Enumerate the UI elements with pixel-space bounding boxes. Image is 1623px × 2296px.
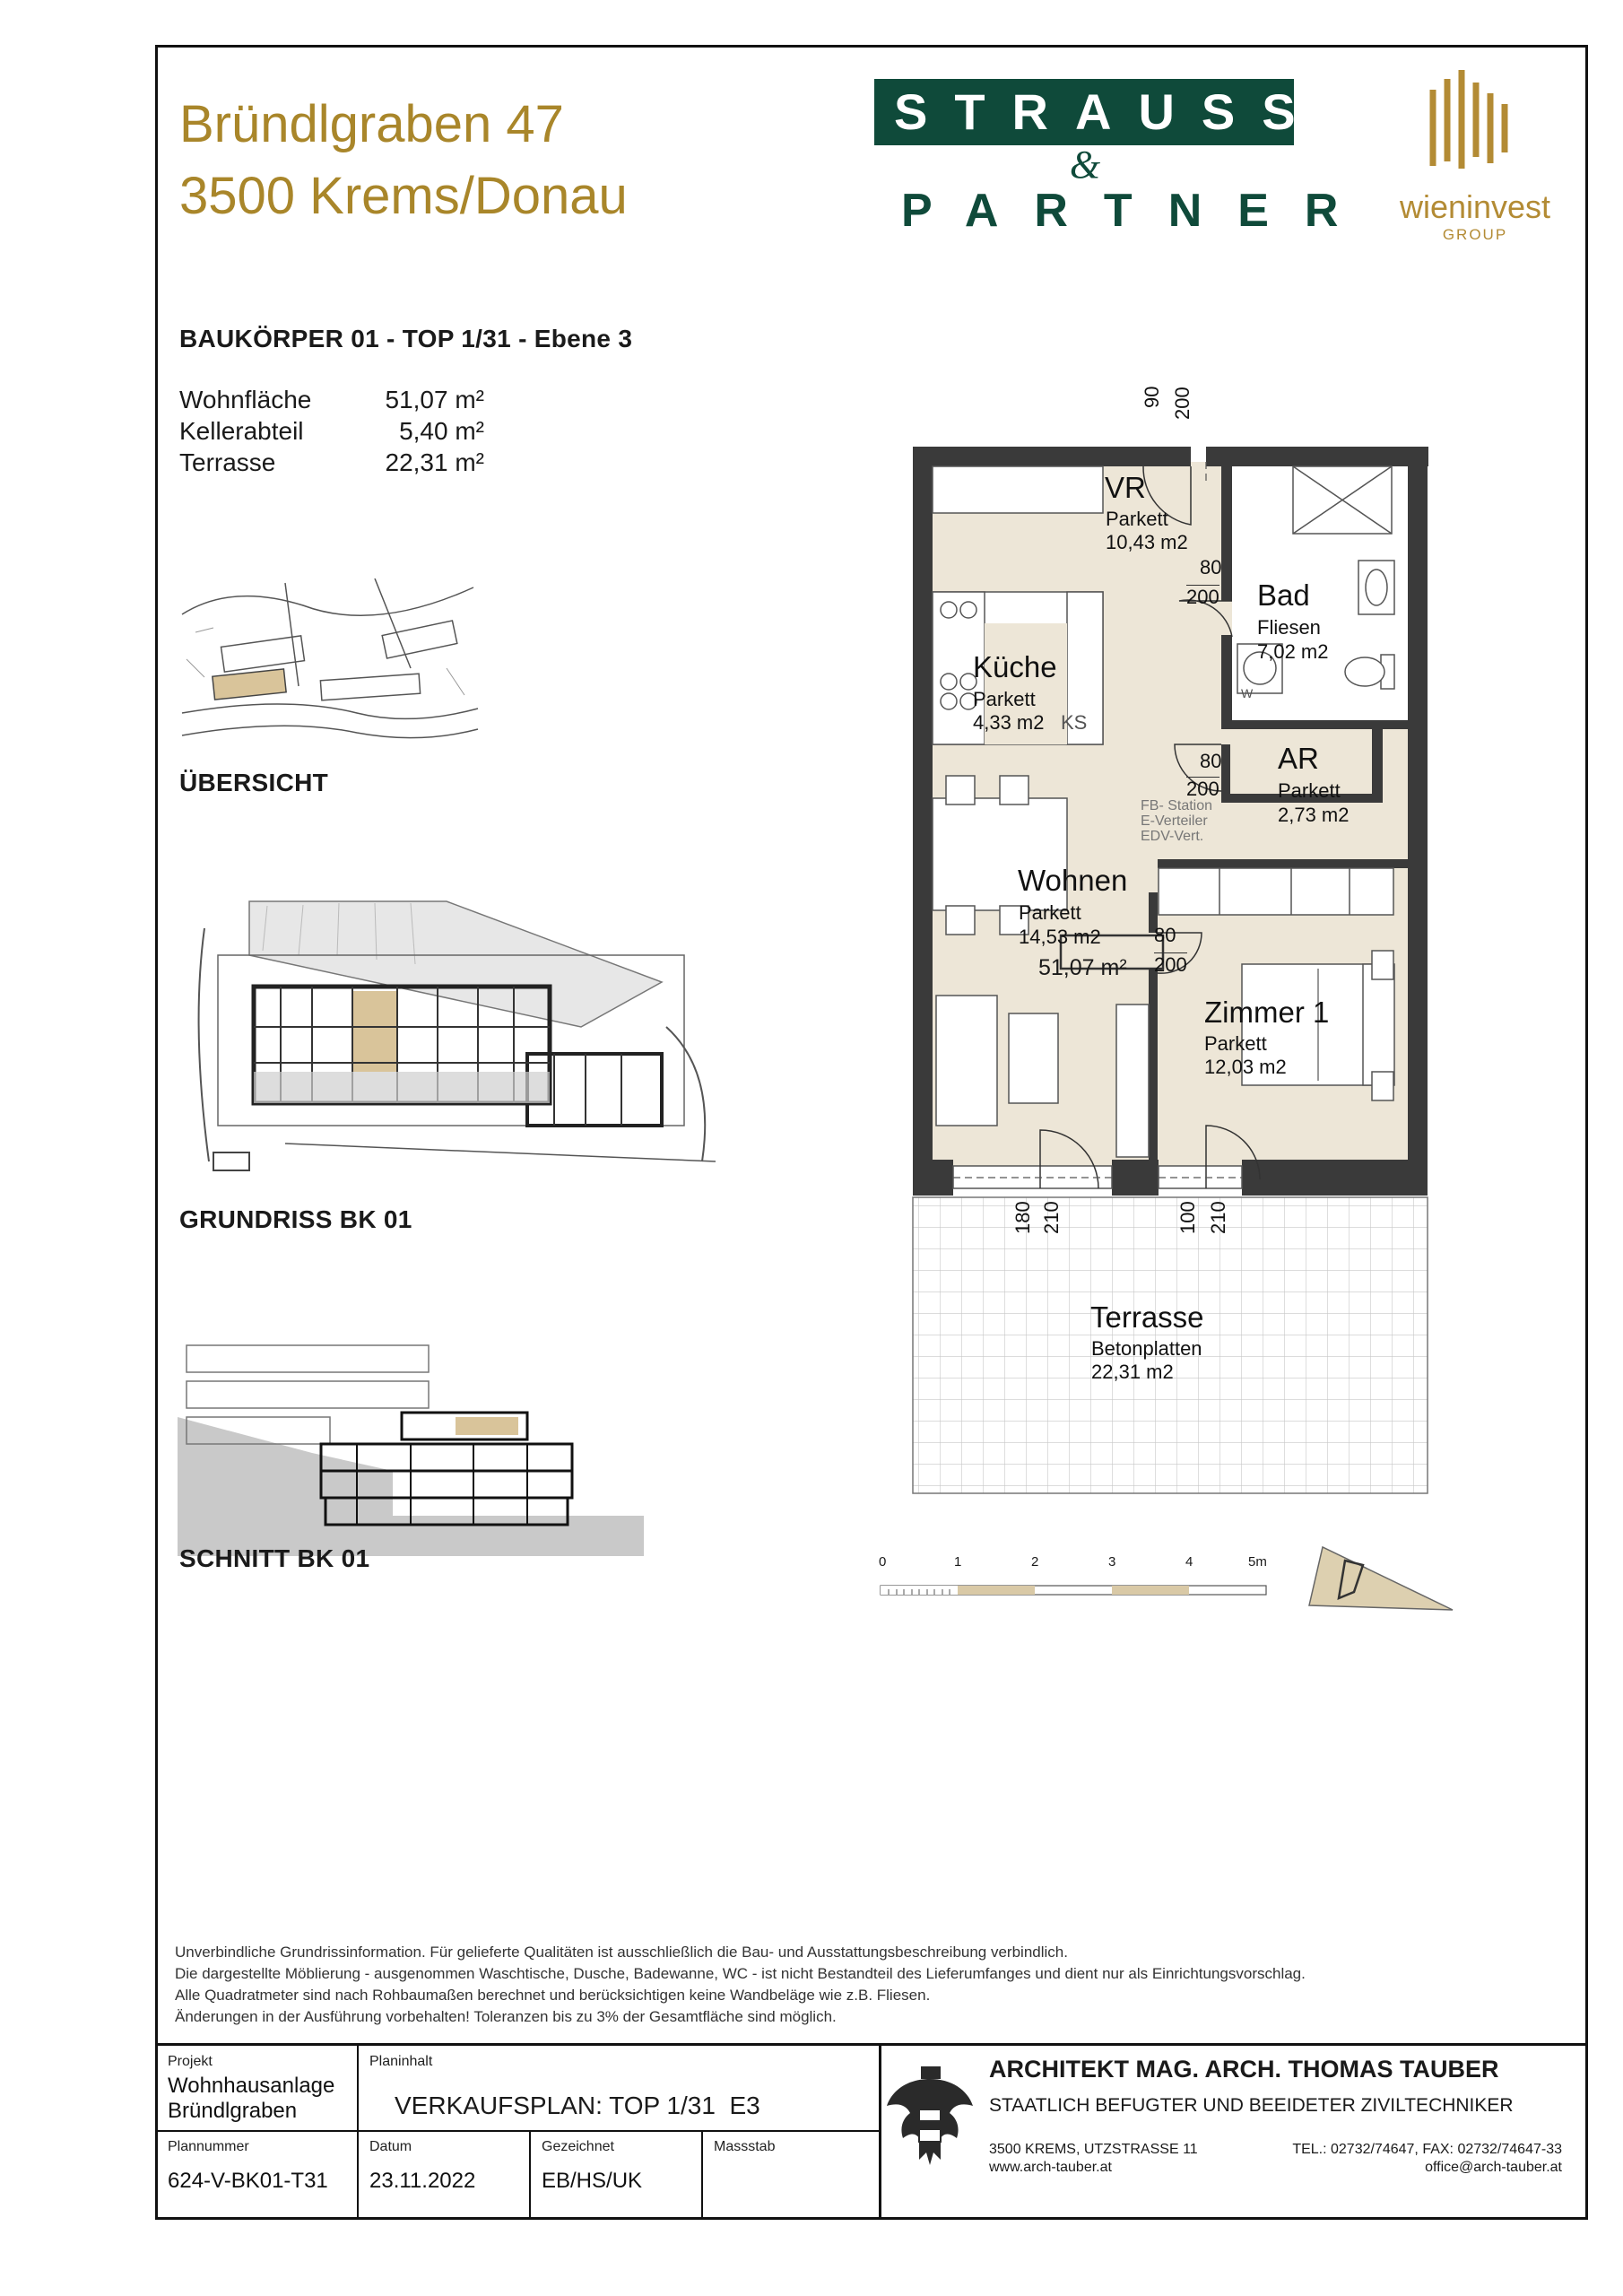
architect-website[interactable]: www.arch-tauber.at xyxy=(989,2160,1112,2175)
fb-station-line1: FB- Station xyxy=(1141,798,1213,813)
disclaimer-line-3: Alle Quadratmeter sind nach Rohbaumaßen berechnet und berücksichtigen keine Wandbeläge wie z.B. Fliesen. xyxy=(175,1987,931,2004)
fb-station-line2: E-Verteiler xyxy=(1141,813,1208,829)
scale-tick-1: 1 xyxy=(954,1554,962,1570)
overview-site-map xyxy=(178,578,482,758)
tb-plannummer-value: 624-V-BK01-T31 xyxy=(168,2169,328,2193)
fb-station-note xyxy=(1141,798,1212,844)
title-block-divider-4 xyxy=(879,2043,881,2220)
address-line-2: 3500 Krems/Donau xyxy=(179,167,628,225)
dim-terrace-door1-height: 210 xyxy=(1040,1201,1063,1234)
scale-tick-3: 3 xyxy=(1108,1554,1116,1570)
architect-email[interactable]: office@arch-tauber.at xyxy=(1425,2160,1562,2175)
scale-tick-0: 0 xyxy=(879,1554,887,1570)
room-kueche-ks: KS xyxy=(1061,711,1088,734)
area-label-wohnflaeche: Wohnfläche xyxy=(179,386,312,413)
disclaimer xyxy=(175,1942,1574,2028)
dim-zimmer-height: 200 xyxy=(1154,953,1187,976)
room-kueche-name: Küche xyxy=(973,650,1057,683)
dim-ar-width: 80 xyxy=(1200,750,1222,772)
room-kueche-area: 4,33 m2 xyxy=(973,711,1045,734)
disclaimer-line-4: Änderungen in der Ausführung vorbehalten! Toleranzen bis zu 3% der Gesamtfläche sind möglich. xyxy=(175,2008,837,2025)
section-thumbnail xyxy=(178,1336,644,1556)
tb-plannummer-label: Plannummer xyxy=(168,2139,249,2154)
room-wohnen-area: 14,53 m2 xyxy=(1019,926,1101,948)
dim-terrace-door1-width: 180 xyxy=(1011,1201,1034,1234)
tb-datum-value: 23.11.2022 xyxy=(369,2169,476,2193)
fb-station-line3: EDV-Vert. xyxy=(1141,829,1204,844)
room-vr-area: 10,43 m2 xyxy=(1106,531,1188,553)
room-terrasse-floor: Betonplatten xyxy=(1091,1337,1202,1360)
strauss-logo-top: STRAUSS xyxy=(874,79,1294,145)
wieninvest-logo-text: wieninvest xyxy=(1399,188,1551,225)
area-label-keller: Kellerabteil xyxy=(179,417,304,445)
groundplan-thumbnail xyxy=(178,892,725,1175)
area-value-keller: 5,40 m² xyxy=(399,417,484,445)
room-zimmer-area: 12,03 m2 xyxy=(1204,1056,1287,1078)
groundplan-label: GRUNDRISS BK 01 xyxy=(179,1205,412,1233)
tb-projekt-line1: Wohnhausanlage xyxy=(168,2074,335,2098)
disclaimer-line-1: Unverbindliche Grundrissinformation. Für gelieferte Qualitäten ist ausschließlich die Bau- und Ausstattungsbeschreibung verbindlich. xyxy=(175,1944,1068,1961)
room-zimmer-name: Zimmer 1 xyxy=(1204,996,1330,1029)
tb-gezeichnet-label: Gezeichnet xyxy=(542,2139,614,2154)
area-value-terrasse: 22,31 m² xyxy=(385,448,484,476)
room-ar-name: AR xyxy=(1278,742,1319,775)
tb-projekt-line2: Bründlgraben xyxy=(168,2099,298,2123)
washer-label: W xyxy=(1241,686,1254,700)
scale-tick-2: 2 xyxy=(1031,1554,1039,1570)
wieninvest-logo-sub: GROUP xyxy=(1442,226,1508,243)
architect-title: STAATLICH BEFUGTER UND BEEIDETER ZIVILTECHNIKER xyxy=(989,2095,1514,2116)
architect-name: ARCHITEKT MAG. ARCH. THOMAS TAUBER xyxy=(989,2056,1499,2083)
unit-title: BAUKÖRPER 01 - TOP 1/31 - Ebene 3 xyxy=(179,325,633,352)
address-line-1: Bründlgraben 47 xyxy=(179,95,564,153)
dim-bad-height: 200 xyxy=(1186,586,1219,608)
section-label: SCHNITT BK 01 xyxy=(179,1544,370,1572)
wieninvest-logo-icon xyxy=(1424,63,1514,170)
tb-datum-label: Datum xyxy=(369,2139,412,2154)
room-wohnen-name: Wohnen xyxy=(1018,864,1128,897)
strauss-logo-amp: & xyxy=(1069,143,1101,187)
dim-zimmer-width: 80 xyxy=(1154,924,1176,946)
architect-phone: TEL.: 02732/74647, FAX: 02732/74647-33 xyxy=(1292,2142,1562,2157)
room-vr-floor: Parkett xyxy=(1106,508,1168,530)
room-zimmer-floor: Parkett xyxy=(1204,1032,1267,1055)
room-terrasse-name: Terrasse xyxy=(1090,1300,1204,1334)
tb-planinhalt-label: Planinhalt xyxy=(369,2054,433,2069)
room-bad-floor: Fliesen xyxy=(1257,616,1321,639)
area-value-wohnflaeche: 51,07 m² xyxy=(385,386,484,413)
room-bad-area: 7,02 m2 xyxy=(1257,640,1329,663)
area-label-terrasse: Terrasse xyxy=(179,448,276,476)
dim-ar-height: 200 xyxy=(1186,778,1219,800)
north-arrow-icon xyxy=(1305,1543,1466,1614)
tb-massstab-label: Massstab xyxy=(714,2139,776,2154)
room-vr-name: VR xyxy=(1105,471,1146,504)
room-terrasse-area: 22,31 m2 xyxy=(1091,1361,1174,1383)
disclaimer-line-2: Die dargestellte Möblierung - ausgenommen Waschtische, Dusche, Badewanne, WC - ist nicht Bestandteil des Lieferumfanges und dient nur als Einrichtungsvorschlag. xyxy=(175,1965,1306,1982)
architect-address: 3500 KREMS, UTZSTRASSE 11 xyxy=(989,2142,1198,2157)
dim-entry-width: 90 xyxy=(1141,386,1163,408)
room-wohnen-floor: Parkett xyxy=(1019,901,1081,924)
tb-projekt-label: Projekt xyxy=(168,2054,213,2069)
strauss-logo-bottom: PARTNER xyxy=(901,185,1375,237)
dim-terrace-door2-width: 100 xyxy=(1176,1201,1199,1234)
dim-terrace-door2-height: 210 xyxy=(1207,1201,1229,1234)
title-block-divider-h xyxy=(155,2130,879,2132)
coat-of-arms-icon xyxy=(883,2063,977,2179)
scale-tick-4: 4 xyxy=(1185,1554,1193,1570)
dim-entry-height: 200 xyxy=(1171,387,1193,420)
room-kueche-floor: Parkett xyxy=(973,688,1036,710)
tb-planinhalt-value: VERKAUFSPLAN: TOP 1/31 E3 xyxy=(395,2092,760,2119)
scale-tick-5m: 5m xyxy=(1248,1554,1267,1570)
title-block-divider-2 xyxy=(529,2130,531,2220)
tb-gezeichnet-value: EB/HS/UK xyxy=(542,2169,643,2193)
title-block-divider-1 xyxy=(357,2043,359,2220)
room-bad-name: Bad xyxy=(1257,578,1310,612)
overview-label: ÜBERSICHT xyxy=(179,769,329,796)
room-ar-area: 2,73 m2 xyxy=(1278,804,1350,826)
total-area-box: 51,07 m² xyxy=(1038,955,1127,980)
title-block-divider-3 xyxy=(701,2130,703,2220)
room-ar-floor: Parkett xyxy=(1278,779,1341,802)
scale-bar xyxy=(877,1570,1280,1605)
dim-bad-width: 80 xyxy=(1200,556,1222,578)
